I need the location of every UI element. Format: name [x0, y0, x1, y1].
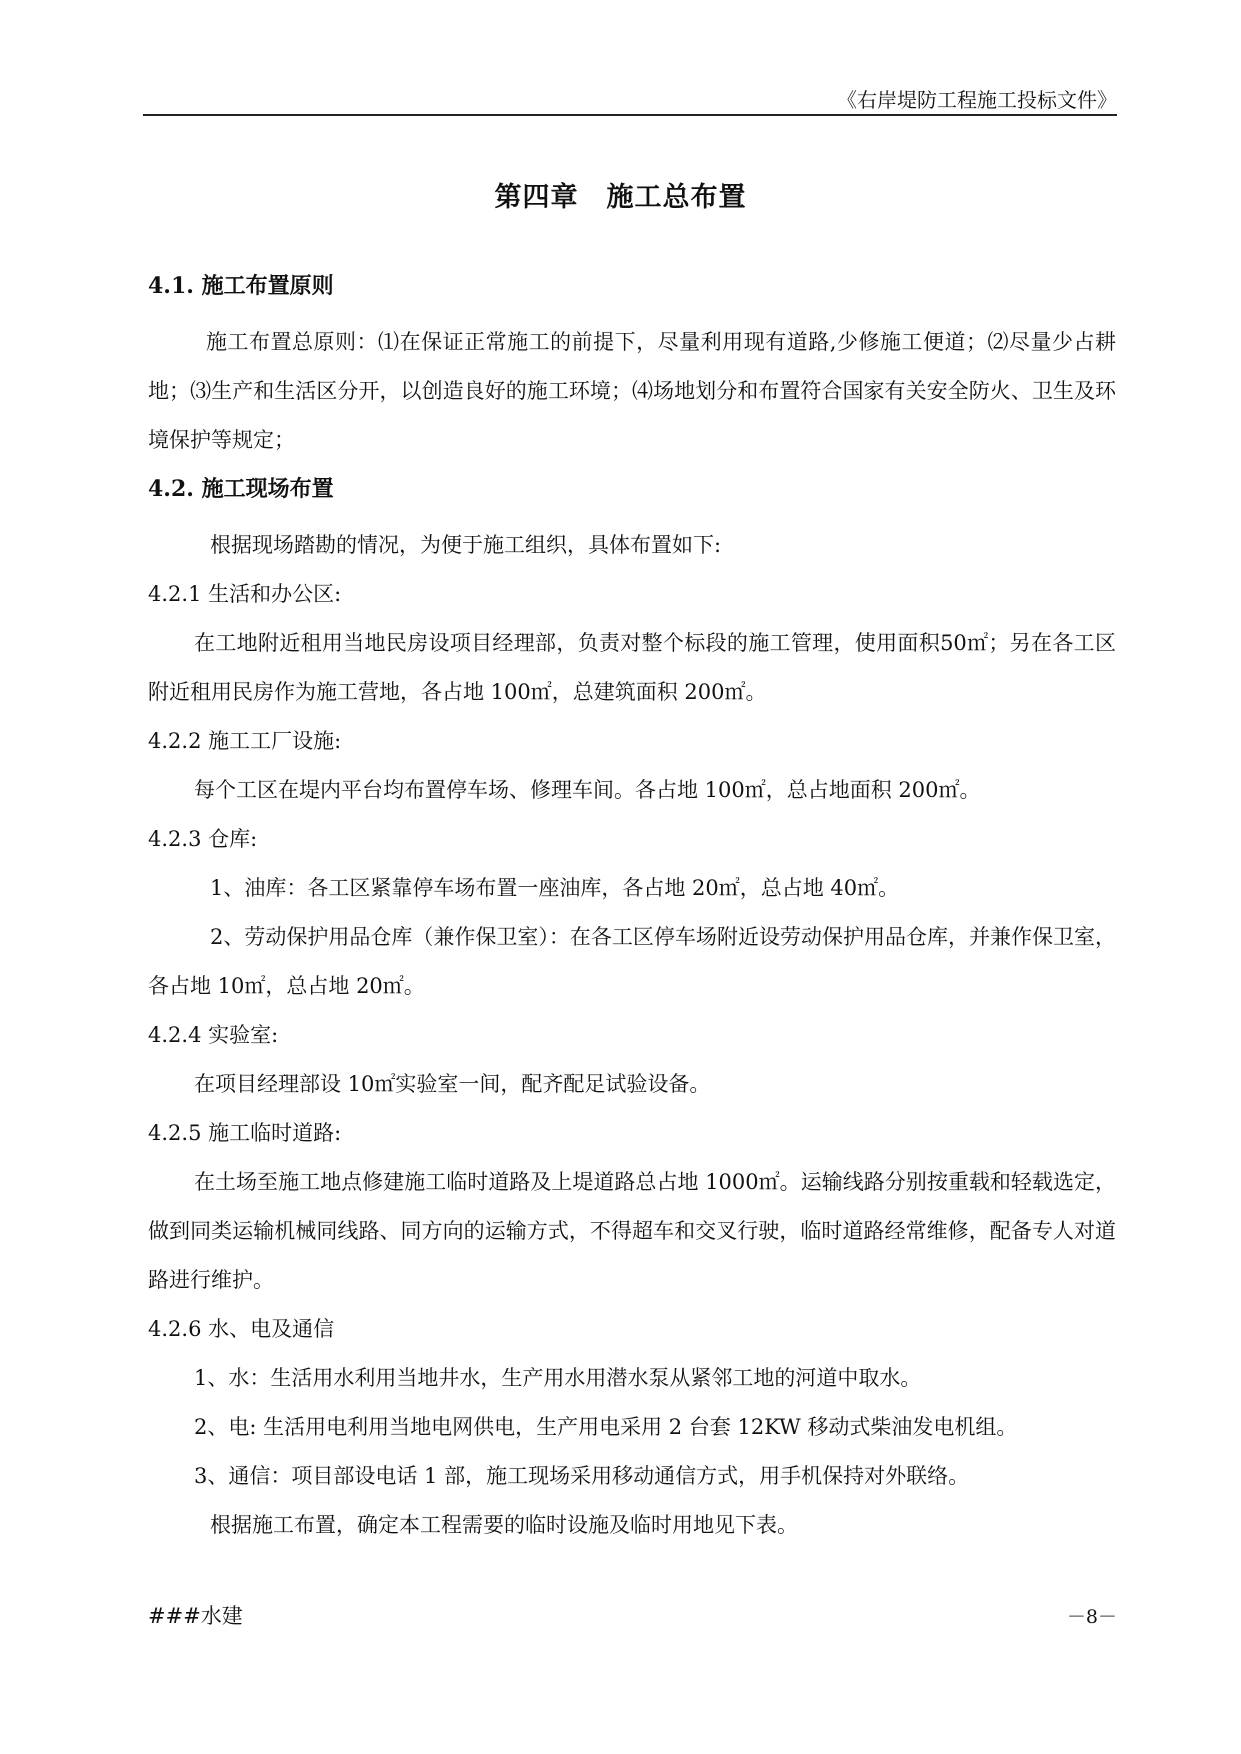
section-4-2-2-text: 每个工区在堤内平台均布置停车场、修理车间。各占地 100㎡，总占地面积 200㎡。	[194, 778, 981, 802]
section-4-2-heading: 4.2. 施工现场布置	[148, 476, 334, 502]
section-4-2-intro: 根据现场踏勘的情况，为便于施工组织，具体布置如下:	[210, 533, 722, 557]
header-divider	[143, 114, 1117, 116]
section-4-2-3-title: 4.2.3 仓库:	[148, 827, 258, 851]
section-4-2-1-title: 4.2.1 生活和办公区:	[148, 582, 342, 606]
document-body	[148, 270, 1116, 1550]
section-4-2-3-item-2: 2、劳动保护用品仓库（兼作保卫室）：在各工区停车场附近设劳动保护用品仓库，并兼作保卫室，各占地 10㎡，总占地 20㎡。	[148, 925, 1116, 998]
section-4-1-heading: 4.1. 施工布置原则	[148, 273, 334, 299]
section-4-2-4-text: 在项目经理部设 10㎡实验室一间，配齐配足试验设备。	[194, 1072, 711, 1096]
footer-organization: ###水建	[148, 1604, 243, 1628]
section-4-2-2-title: 4.2.2 施工工厂设施:	[148, 729, 342, 753]
section-4-2-5-title: 4.2.5 施工临时道路:	[148, 1121, 342, 1145]
chapter-title: 第四章 施工总布置	[494, 182, 747, 213]
section-4-2-6-item-2: 2、电: 生活用电利用当地电网供电，生产用电采用 2 台套 12KW 移动式柴油发电机组。	[194, 1415, 1018, 1439]
document-header-title: 《右岸堤防工程施工投标文件》	[837, 88, 1117, 112]
section-4-2-1-text: 在工地附近租用当地民房设项目经理部，负责对整个标段的施工管理，使用面积50㎡；另在各工区附近租用民房作为施工营地，各占地 100㎡，总建筑面积 200㎡。	[148, 631, 1116, 704]
section-4-2-5-text: 在土场至施工地点修建施工临时道路及上堤道路总占地 1000㎡。运输线路分别按重载和轻载选定，做到同类运输机械同线路、同方向的运输方式，不得超车和交叉行驶，临时道路经常维修，配备专人对道路进行维护。	[148, 1170, 1116, 1292]
section-4-2-4-title: 4.2.4 实验室:	[148, 1023, 279, 1047]
section-4-2-6-item-1: 1、水：生活用水利用当地井水，生产用水用潜水泵从紧邻工地的河道中取水。	[194, 1366, 922, 1390]
section-4-2-6-title: 4.2.6 水、电及通信	[148, 1317, 335, 1341]
section-4-2-closing: 根据施工布置，确定本工程需要的临时设施及临时用地见下表。	[210, 1513, 798, 1537]
section-4-2-6-item-3: 3、通信：项目部设电话 1 部，施工现场采用移动通信方式，用手机保持对外联络。	[194, 1464, 970, 1488]
section-4-2-3-item-1: 1、油库：各工区紧靠停车场布置一座油库，各占地 20㎡，总占地 40㎡。	[210, 876, 900, 900]
page-number: －8－	[1066, 1606, 1117, 1628]
section-4-1-paragraph: 施工布置总原则：⑴在保证正常施工的前提下，尽量利用现有道路,少修施工便道；⑵尽量少占耕地；⑶生产和生活区分开，以创造良好的施工环境；⑷场地划分和布置符合国家有关安全防火、卫生及环境保护等规定；	[148, 330, 1116, 452]
